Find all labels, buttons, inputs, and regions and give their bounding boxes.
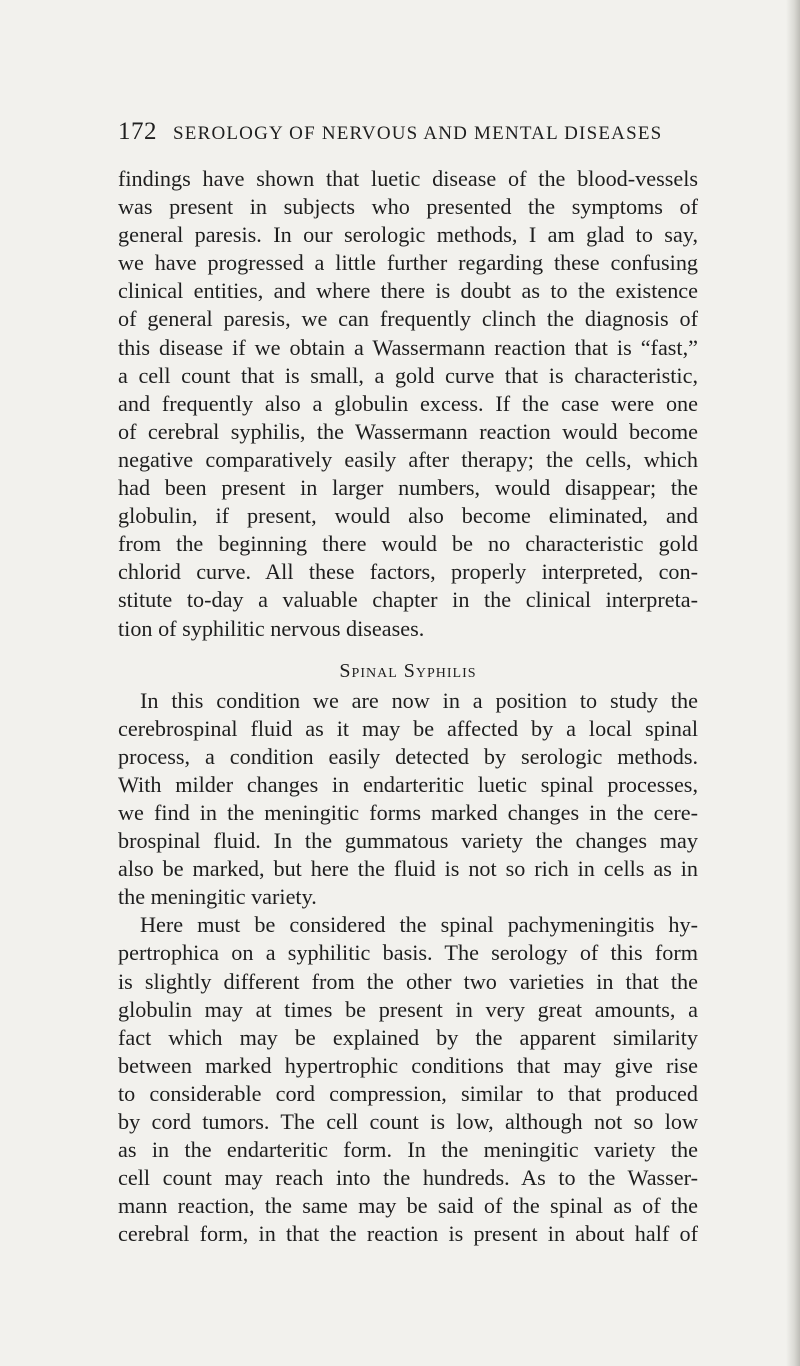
text-line: is slightly different from the other two varieties in that the — [118, 968, 698, 994]
text-line: from the beginning there would be no characteristic gold — [118, 531, 698, 557]
paragraph-2 — [118, 687, 698, 912]
text-line: mann reaction, the same may be said of the spinal as of the — [118, 1193, 698, 1219]
text-line: we find in the meningitic forms marked changes in the cere- — [118, 799, 698, 825]
text-line: stitute to-day a valuable chapter in the clinical interpreta- — [118, 587, 698, 613]
text-line: between marked hypertrophic conditions that may give rise — [118, 1052, 698, 1078]
text-line: With milder changes in endarteritic luetic spinal processes, — [118, 771, 698, 797]
text-line: fact which may be explained by the apparent similarity — [118, 1024, 698, 1050]
text-line: In this condition we are now in a position to study the — [140, 687, 698, 713]
text-line: general paresis. In our serologic methods, I am glad to say, — [118, 222, 698, 248]
paragraph-3 — [118, 911, 698, 1248]
text-line: was present in subjects who presented the symptoms of — [118, 194, 698, 220]
text-line: Here must be considered the spinal pachymeningitis hy- — [140, 912, 698, 938]
text-line: of cerebral syphilis, the Wassermann reaction would become — [118, 418, 698, 444]
text-line: had been present in larger numbers, would disappear; the — [118, 475, 698, 501]
text-line: cerebrospinal fluid as it may be affected by a local spinal — [118, 715, 698, 741]
text-line: process, a condition easily detected by serologic methods. — [118, 743, 698, 769]
text-line: cerebral form, in that the reaction is present in about half of — [118, 1221, 698, 1247]
page-edge-shadow — [786, 0, 800, 1366]
text-line: findings have shown that luetic disease of the blood-vessels — [118, 166, 698, 191]
text-line: we have progressed a little further regarding these confusing — [118, 250, 698, 276]
text-line: a cell count that is small, a gold curve that is characteristic, — [118, 362, 698, 388]
text-line: this disease if we obtain a Wassermann reaction that is “fast,” — [118, 334, 698, 360]
page-number: 172 — [118, 118, 157, 145]
text-line: negative comparatively easily after therapy; the cells, which — [118, 446, 698, 472]
text-line: by cord tumors. The cell count is low, although not so low — [118, 1109, 698, 1134]
text-line: chlorid curve. All these factors, properly interpreted, con- — [118, 559, 698, 585]
text-line: the meningitic variety. — [118, 884, 317, 910]
text-line: to considerable cord compression, similar to that produced — [118, 1080, 698, 1106]
paragraph-1 — [118, 165, 698, 643]
text-line: pertrophica on a syphilitic basis. The serology of this form — [118, 940, 698, 966]
body-text — [118, 165, 698, 1248]
text-line: clinical entities, and where there is doubt as to the existence — [118, 278, 698, 304]
text-line: also be marked, but here the fluid is not so rich in cells as in — [118, 856, 698, 882]
text-line: tion of syphilitic nervous diseases. — [118, 615, 425, 641]
text-line: globulin, if present, would also become eliminated, and — [118, 503, 698, 529]
text-line: of general paresis, we can frequently clinch the diagnosis of — [118, 306, 698, 332]
running-title: SEROLOGY OF NERVOUS AND MENTAL DISEASES — [173, 123, 663, 144]
text-line: cell count may reach into the hundreds. As to the Wasser- — [118, 1165, 698, 1191]
text-line: brospinal fluid. In the gummatous variety the changes may — [118, 828, 698, 854]
running-head — [118, 118, 718, 148]
text-line: as in the endarteritic form. In the meningitic variety the — [118, 1137, 698, 1163]
text-line: globulin may at times be present in very great amounts, a — [118, 996, 698, 1022]
text-line: and frequently also a globulin excess. If the case were one — [118, 390, 698, 416]
section-heading: Spinal Syphilis — [339, 659, 477, 682]
